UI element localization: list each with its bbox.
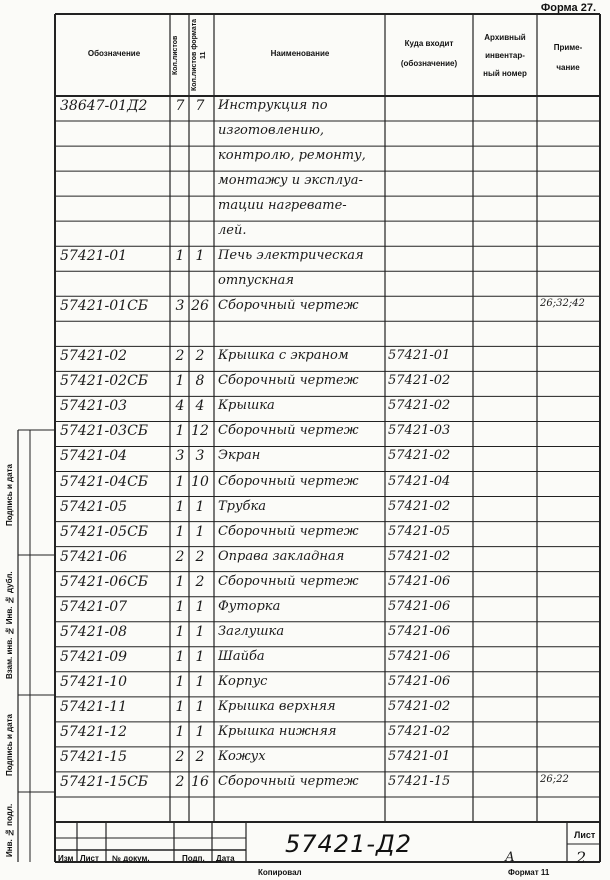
row-kol-listov: 2 [175,773,185,790]
row-naimenovanie: Футорка [218,598,281,614]
row-kol-listov: 4 [175,398,185,415]
header-arhiv-1: Архивный [484,33,526,42]
row-naimenovanie: Крышка верхняя [218,698,336,714]
row-naimenovanie: Шайба [218,648,265,664]
row-kuda-vhodit: 57421-15 [388,773,451,789]
row-kuda-vhodit: 57421-05 [388,523,451,539]
row-kol-listov-a11: 8 [195,373,205,390]
row-naimenovanie: Сборочный чертеж [218,298,359,314]
row-kol-listov: 1 [175,473,185,490]
row-kol-listov: 1 [175,623,185,640]
row-kol-listov-a11: 1 [195,498,205,515]
row-naimenovanie: Оправа закладная [218,548,345,564]
row-kol-listov-a11: 2 [195,548,205,565]
row-kol-listov: 1 [175,648,185,665]
row-oboznachenie: 57421-15СБ [60,773,149,790]
row-kol-listov: 3 [175,448,185,465]
row-kol-listov-a11: 3 [195,448,205,465]
row-kuda-vhodit: 57421-03 [388,423,451,439]
footer-format: Формат 11 [508,868,550,877]
row-oboznachenie: 57421-02СБ [60,373,149,390]
row-kol-listov: 1 [175,248,185,265]
row-kuda-vhodit: 57421-02 [388,548,451,564]
stamp-izm: Изм [58,854,74,863]
stamp-podp: Подп. [182,854,205,863]
row-naimenovanie: Сборочный чертеж [218,473,359,489]
row-kol-listov-a11: 26 [191,298,209,315]
row-naimenovanie: изготовлению, [218,123,325,139]
row-primechanie: 26;32;42 [540,298,585,310]
row-kol-listov-a11: 1 [195,648,205,665]
row-kuda-vhodit: 57421-02 [388,698,451,714]
row-kol-listov-a11: 1 [195,623,205,640]
row-oboznachenie: 57421-03СБ [60,423,149,440]
row-oboznachenie: 57421-10 [60,673,128,690]
row-naimenovanie: Инструкция по [218,98,328,113]
row-naimenovanie: Сборочный чертеж [218,373,359,389]
row-oboznachenie: 38647-01Д2 [60,98,148,114]
row-kuda-vhodit: 57421-06 [388,598,451,614]
row-kol-listov: 2 [175,348,185,365]
row-oboznachenie: 57421-01СБ [60,298,149,315]
row-oboznachenie: 57421-09 [60,648,128,665]
row-kuda-vhodit: 57421-06 [388,573,451,589]
row-kol-listov-a11: 12 [191,423,209,440]
row-kol-listov-a11: 1 [195,248,205,265]
row-oboznachenie: 57421-05СБ [60,523,149,540]
row-naimenovanie: контролю, ремонту, [218,148,366,164]
row-kuda-vhodit: 57421-02 [388,723,451,739]
row-kol-listov-a11: 2 [195,748,205,765]
row-kol-listov: 3 [175,298,185,315]
row-oboznachenie: 57421-04СБ [60,473,149,490]
row-kol-listov-a11: 1 [195,698,205,715]
row-kol-listov: 1 [175,523,185,540]
document-designation: 57421-Д2 [285,830,413,858]
row-oboznachenie: 57421-07 [60,598,128,615]
footer-kopiroval: Копировал [258,868,302,877]
row-kol-listov-a11: 2 [195,573,205,590]
header-kol-listov-a11: Кол.листов формата 11 [191,18,207,92]
row-kol-listov: 1 [175,373,185,390]
row-kol-listov: 1 [175,673,185,690]
row-kol-listov-a11: 1 [195,598,205,615]
row-oboznachenie: 57421-11 [60,698,128,715]
row-naimenovanie: Корпус [218,673,268,689]
row-kol-listov: 1 [175,698,185,715]
row-kol-listov-a11: 7 [195,98,205,114]
row-kol-listov: 1 [175,498,185,515]
row-kol-listov-a11: 1 [195,673,205,690]
row-kuda-vhodit: 57421-04 [388,473,451,489]
stamp-letter: А [505,850,515,865]
side-label-podpis-data-1: Подпись и дата [5,464,14,526]
row-oboznachenie: 57421-06 [60,548,128,565]
row-kuda-vhodit: 57421-02 [388,448,451,464]
row-kol-listov-a11: 10 [191,473,209,490]
row-kuda-vhodit: 57421-02 [388,498,451,514]
row-naimenovanie: тации нагревате- [218,198,347,214]
row-naimenovanie: Крышка [218,398,275,414]
row-kol-listov-a11: 1 [195,723,205,740]
row-naimenovanie: Крышка нижняя [218,723,337,739]
side-label-inv-podl: Инв. № подл. [5,803,14,857]
row-naimenovanie: лей. [218,223,247,239]
row-oboznachenie: 57421-12 [60,723,128,740]
header-arhiv-2: инвентар- [485,51,525,60]
form-number: Форма 27. [540,2,596,14]
row-kol-listov: 7 [175,98,185,114]
row-oboznachenie: 57421-01 [60,248,128,265]
header-primechanie-1: Приме- [553,43,583,52]
row-naimenovanie: Сборочный чертеж [218,423,359,439]
row-naimenovanie: Кожух [218,748,266,764]
row-naimenovanie: Сборочный чертеж [218,573,359,589]
row-naimenovanie: Печь электрическая [218,248,364,264]
row-kol-listov-a11: 4 [195,398,205,415]
row-kol-listov-a11: 1 [195,523,205,540]
row-kuda-vhodit: 57421-06 [388,673,451,689]
row-naimenovanie: Экран [218,448,261,464]
row-naimenovanie: Заглушка [218,623,285,639]
stamp-sheet-number: 2 [576,848,587,867]
row-naimenovanie: Крышка с экраном [218,348,349,364]
row-naimenovanie: Сборочный чертеж [218,523,359,539]
row-kuda-vhodit: 57421-02 [388,398,451,414]
row-oboznachenie: 57421-06СБ [60,573,149,590]
row-kuda-vhodit: 57421-06 [388,623,451,639]
stamp-data: Дата [216,854,235,863]
row-kol-listov: 1 [175,423,185,440]
stamp-n-dokum: № докум. [112,854,150,863]
row-kol-listov: 1 [175,598,185,615]
header-kuda-vhodit-2: (обозначение) [400,59,458,68]
row-kuda-vhodit: 57421-06 [388,648,451,664]
row-oboznachenie: 57421-15 [60,748,128,765]
row-naimenovanie: Трубка [218,498,266,514]
row-kuda-vhodit: 57421-02 [388,373,451,389]
row-kol-listov-a11: 2 [195,348,205,365]
row-kol-listov: 1 [175,573,185,590]
header-oboznachenie: Обозначение [87,49,141,58]
header-arhiv-3: ный номер [483,69,527,78]
stamp-list: Лист [80,854,99,863]
row-kuda-vhodit: 57421-01 [388,748,451,764]
row-oboznachenie: 57421-03 [60,398,128,415]
row-naimenovanie: отпускная [218,273,295,289]
stamp-sheet-label: Лист [574,830,596,840]
row-kol-listov: 1 [175,723,185,740]
row-kol-listov: 2 [175,548,185,565]
row-kol-listov: 2 [175,748,185,765]
row-oboznachenie: 57421-08 [60,623,128,640]
row-primechanie: 26;22 [540,773,569,785]
header-primechanie-2: чание [556,63,580,72]
row-oboznachenie: 57421-05 [60,498,128,515]
row-naimenovanie: Сборочный чертеж [218,773,359,789]
row-oboznachenie: 57421-02 [60,348,128,365]
side-label-vzam-inv: Взам. инв. № Инв. № дубл. [5,571,14,679]
side-label-podpis-data-2: Подпись и дата [5,714,14,776]
row-naimenovanie: монтажу и эксплуа- [218,173,363,189]
header-kuda-vhodit-1: Куда входит [404,39,454,48]
row-oboznachenie: 57421-04 [60,448,128,465]
row-kuda-vhodit: 57421-01 [388,348,451,364]
row-kol-listov-a11: 16 [191,773,209,790]
header-naimenovanie: Наименование [270,49,330,58]
header-kol-listov: Кол.листов [172,35,179,75]
